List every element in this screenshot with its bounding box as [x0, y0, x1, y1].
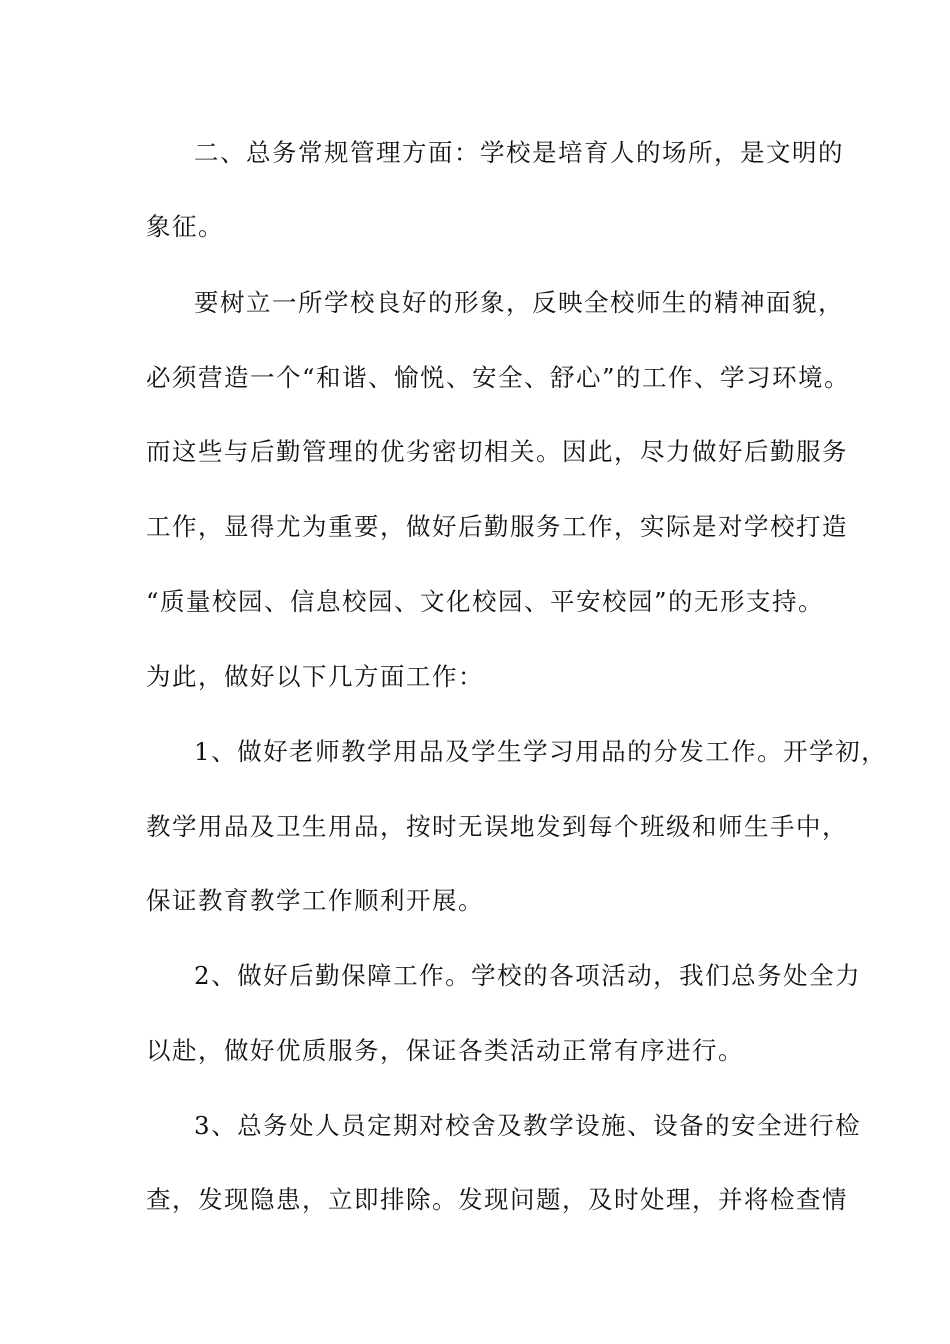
paragraph-line: 为此，做好以下几方面工作： — [146, 662, 484, 691]
paragraph-line: 象征。 — [146, 212, 224, 241]
paragraph-line: 以赴，做好优质服务，保证各类活动正常有序进行。 — [146, 1036, 744, 1065]
paragraph-line: 工作，显得尤为重要，做好后勤服务工作，实际是对学校打造 — [146, 512, 848, 541]
paragraph-line: 1、做好老师教学用品及学生学习用品的分发工作。开学初， — [194, 737, 888, 766]
paragraph-line: 2、做好后勤保障工作。学校的各项活动，我们总务处全力 — [194, 961, 862, 990]
paragraph-line: 必须营造一个“和谐、愉悦、安全、舒心”的工作、学习环境。 — [146, 363, 851, 392]
paragraph-line: 保证教育教学工作顺利开展。 — [146, 886, 484, 915]
paragraph-line: 要树立一所学校良好的形象，反映全校师生的精神面貌， — [194, 288, 844, 317]
paragraph-line: 而这些与后勤管理的优劣密切相关。因此，尽力做好后勤服务 — [146, 437, 848, 466]
paragraph-line: 教学用品及卫生用品，按时无误地发到每个班级和师生手中， — [146, 812, 848, 841]
paragraph-line: “质量校园、信息校园、文化校园、平安校园”的无形支持。 — [146, 587, 825, 616]
paragraph-line: 查，发现隐患，立即排除。发现问题，及时处理，并将检查情 — [146, 1185, 848, 1214]
paragraph-line: 二、总务常规管理方面：学校是培育人的场所，是文明的 — [194, 138, 844, 167]
paragraph-line: 3、总务处人员定期对校舍及教学设施、设备的安全进行检 — [194, 1111, 862, 1140]
